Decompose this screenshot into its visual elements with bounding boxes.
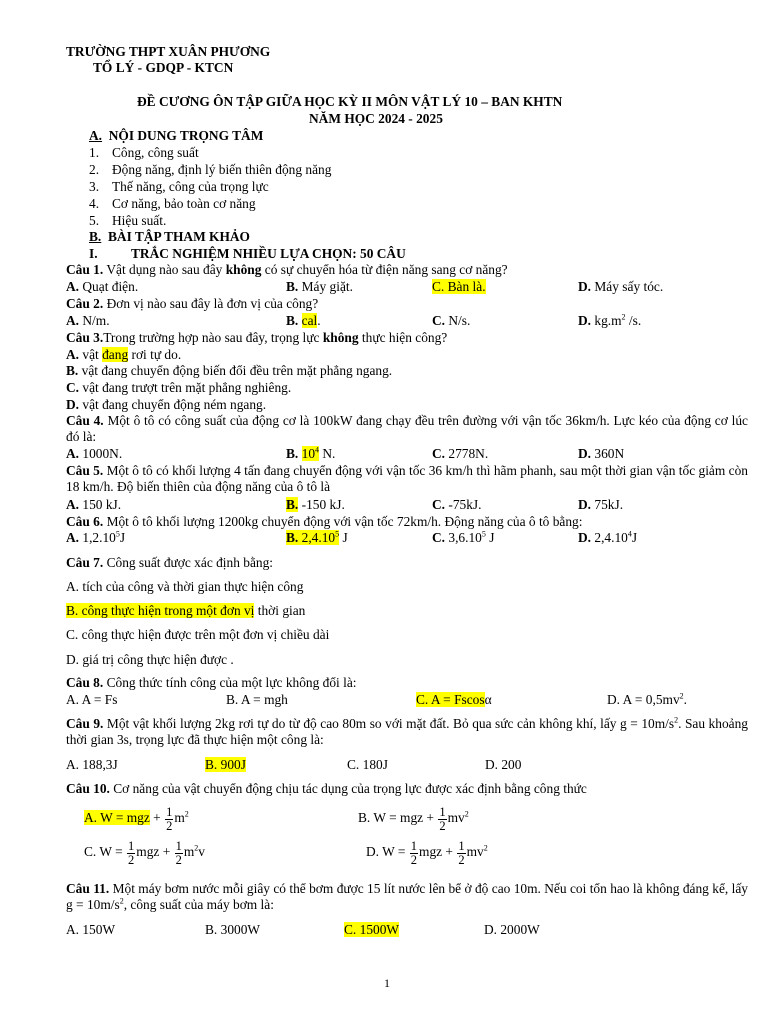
q3-option-b: B. vật đang chuyển động biến đổi đều trên mặt phẳng ngang. [66, 363, 393, 378]
list-item: 3. Thế năng, công của trọng lực [89, 179, 269, 194]
list-item: 2. Động năng, định lý biến thiên động năng [89, 162, 332, 177]
question-6-text: Câu 6. Một ô tô khối lượng 1200kg chuyển động với vận tốc 72km/h. Động năng của ô tô bằng: [66, 514, 583, 529]
q3-option-a: A. vật đang rơi tự do. [66, 347, 182, 362]
fraction-one-half: $\frac{1}{2}$ [175, 839, 182, 867]
q7-option-b: B. công thực hiện trong một đơn vị thời gian [66, 603, 306, 618]
q10-option-d: D. W = $\frac{1}{2}$ mgz + $\frac{1}{2}$ $mv^2$ [366, 839, 488, 867]
question-11-text: Câu 11. Một máy bơm nước mỗi giây có thể bơm được 15 lít nước lên bể ở độ cao 10m. Nếu coi tổn hao là không đáng kể, lấy $g = 10m/s^2$, công suất của máy bơm là: [66, 881, 748, 913]
q2-option-b: B. cal. [286, 313, 321, 328]
q6-option-d: D. 2,4.10$^4$J [578, 529, 638, 545]
section-a-title: NỘI DUNG TRỌNG TÂM [108, 128, 264, 143]
q3-option-d: D. vật đang chuyển động ném ngang. [66, 397, 267, 412]
q10-option-b: B. W = mgz + $\frac{1}{2}$ $mv^2$ [358, 805, 469, 833]
q5-option-b: B. -150 kJ. [286, 497, 345, 512]
fraction-one-half: $\frac{1}{2}$ [439, 805, 446, 833]
q9-option-a: A. 188,3J [66, 757, 118, 772]
q8-option-d: D. $A = 0,5mv^2$. [607, 691, 688, 707]
department-name: TỔ LÝ - GDQP - KTCN [93, 60, 234, 75]
section-a-heading [89, 128, 263, 144]
question-7-text: Câu 7. Công suất được xác định bằng: [66, 555, 274, 570]
q8-option-c: C. A = Fscosα [416, 692, 492, 707]
fraction-one-half: $\frac{1}{2}$ [458, 839, 465, 867]
q2-option-a: A. N/m. [66, 313, 110, 328]
q1-option-d: D. Máy sấy tóc. [578, 279, 664, 294]
q10-option-c: C. W = $\frac{1}{2}$ mgz + $\frac{1}{2}$ $m^2v$ [84, 839, 205, 867]
school-name: TRƯỜNG THPT XUÂN PHƯƠNG [66, 44, 271, 59]
q1-option-c: C. Bàn là. [432, 279, 486, 294]
q4-option-d: D. 360N [578, 446, 625, 461]
question-2-text: Câu 2. Đơn vị nào sau đây là đơn vị của công? [66, 296, 319, 311]
section-b-heading: B. BÀI TẬP THAM KHẢO [89, 229, 250, 244]
q7-option-c: C. công thực hiện được trên một đơn vị chiều dài [66, 627, 330, 642]
q7-option-d: D. giá trị công thực hiện được . [66, 652, 234, 667]
question-10-text: Câu 10. Cơ năng của vật chuyển động chịu tác dụng của trọng lực được xác định bằng công thức [66, 781, 587, 796]
list-item: 5. Hiệu suất. [89, 213, 167, 228]
question-5-text: Câu 5. Một ô tô có khối lượng 4 tấn đang chuyển động với vận tốc 36 km/h thì hãm phanh, sau một thời gian vận tốc giảm còn 18 km/h. Độ biến thiên của động năng của ô tô là [66, 463, 748, 495]
q9-option-d: D. 200 [485, 757, 522, 772]
q4-option-a: A. 1000N. [66, 446, 123, 461]
q8-option-a: A. A = Fs [66, 692, 118, 707]
question-1-text: Câu 1. Vật dụng nào sau đây không có sự chuyển hóa từ điện năng sang cơ năng? [66, 262, 508, 277]
q2-option-d: D. $kg.m^2$ /s. [578, 312, 642, 328]
question-3-text: Câu 3.Trong trường hợp nào sau đây, trọng lực không thực hiện công? [66, 330, 448, 345]
fraction-one-half: $\frac{1}{2}$ [166, 805, 173, 833]
q7-option-a: A. tích của công và thời gian thực hiện công [66, 579, 304, 594]
q6-option-b: B. 2,4.10$^5$ J [286, 529, 348, 545]
question-9-text: Câu 9. Một vật khối lượng 2kg rơi tự do từ độ cao 80m so với mặt đất. Bỏ qua sức cản không khí, lấy $g = 10m/s^2$. Sau khoảng thời gian 3s, trọng lực đã thực hiện một công là: [66, 715, 748, 748]
q6-option-a: A. 1,2.10$^5$J [66, 529, 126, 545]
list-item: 1. Công, công suất [89, 145, 199, 160]
section-a-letter: A. [89, 128, 103, 143]
q9-option-b: B. 900J [205, 757, 246, 772]
q10-option-a: A. W = mgz + $\frac{1}{2}$ $m^2$ [84, 805, 189, 833]
subsection-heading: I. TRẮC NGHIỆM NHIỀU LỰA CHỌN: 50 CÂU [89, 246, 406, 261]
document-title: ĐỀ CƯƠNG ÔN TẬP GIỮA HỌC KỲ II MÔN VẬT LÝ 10 – BAN KHTN [137, 94, 563, 109]
q11-option-a: A. 150W [66, 922, 116, 937]
q11-option-c: C. 1500W [344, 922, 400, 937]
q4-option-c: C. 2778N. [432, 446, 489, 461]
question-4-text: Câu 4. Một ô tô có công suất của động cơ là 100kW đang chạy đều trên đường với vận tốc 36km/h. Lực kéo của động cơ lúc đó là: [66, 413, 748, 445]
q9-option-c: C. 180J [347, 757, 388, 772]
q4-option-b: B. $10^4$ N. [286, 445, 336, 461]
question-8-text: Câu 8. Công thức tính công của một lực không đổi là: [66, 675, 357, 690]
q6-option-c: C. 3,6.10$^5$ J [432, 529, 495, 545]
list-item: 4. Cơ năng, bảo toàn cơ năng [89, 196, 256, 211]
fraction-one-half: $\frac{1}{2}$ [410, 839, 418, 867]
q5-option-c: C. -75kJ. [432, 497, 482, 512]
page-number: 1 [384, 976, 390, 990]
q5-option-a: A. 150 kJ. [66, 497, 122, 512]
q3-option-c: C. vật đang trượt trên mặt phẳng nghiêng. [66, 380, 292, 395]
q1-option-a: A. Quạt điện. [66, 279, 139, 294]
q8-option-b: B. A = mgh [226, 692, 288, 707]
q11-option-b: B. 3000W [205, 922, 261, 937]
q1-option-b: B. Máy giặt. [286, 279, 353, 294]
q2-option-c: C. N/s. [432, 313, 471, 328]
q11-option-d: D. 2000W [484, 922, 540, 937]
q5-option-d: D. 75kJ. [578, 497, 624, 512]
fraction-one-half: $\frac{1}{2}$ [128, 839, 135, 867]
school-year: NĂM HỌC 2024 - 2025 [309, 111, 443, 126]
